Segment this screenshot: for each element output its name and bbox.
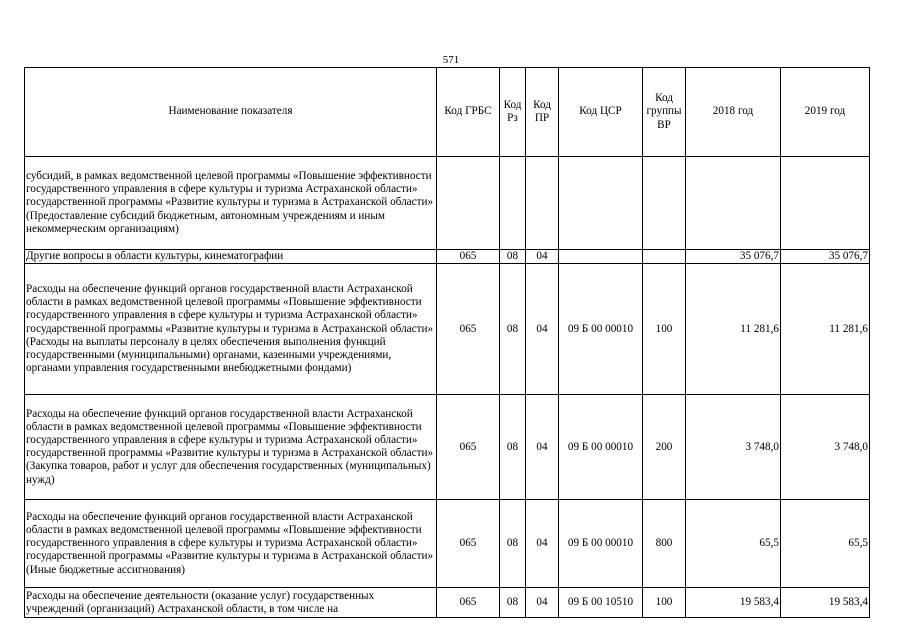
row-name: Другие вопросы в области культуры, кинематографии — [25, 250, 437, 264]
row-2018: 11 281,6 — [686, 264, 781, 395]
row-grbs: 065 — [437, 250, 500, 264]
row-rz: 08 — [500, 500, 526, 588]
row-csr — [559, 250, 643, 264]
row-grbs — [437, 157, 500, 250]
row-2019: 11 281,6 — [781, 264, 870, 395]
row-grbs: 065 — [437, 500, 500, 588]
row-name: субсидий, в рамках ведомственной целевой программы «Повышение эффективности государственного управления в сфере культуры и туризма Астраханской области» государственной программы «Развитие культуры и туризма в Астраханской области» (Предоставление субсидий бюджетным, автономным учреждениям и иным некоммерческим организациям) — [25, 157, 437, 250]
row-csr: 09 Б 00 10510 — [559, 588, 643, 618]
header-rz: Код Рз — [500, 68, 526, 157]
row-pr: 04 — [526, 264, 559, 395]
row-name: Расходы на обеспечение функций органов государственной власти Астраханской области в рамках ведомственной целевой программы «Повышение эффективности государственного управления в сфере культуры и туризма Астраханской области» государственной программы «Развитие культуры и туризма в Астраханской области» (Иные бюджетные ассигнования) — [25, 500, 437, 588]
row-2019: 3 748,0 — [781, 395, 870, 500]
header-csr: Код ЦСР — [559, 68, 643, 157]
table-row — [25, 264, 870, 395]
row-2018: 35 076,7 — [686, 250, 781, 264]
row-2019: 65,5 — [781, 500, 870, 588]
row-pr: 04 — [526, 500, 559, 588]
table-row — [25, 395, 870, 500]
row-2019 — [781, 157, 870, 250]
row-2018: 3 748,0 — [686, 395, 781, 500]
row-grbs: 065 — [437, 264, 500, 395]
header-vr: Код группы ВР — [643, 68, 686, 157]
header-name: Наименование показателя — [25, 68, 437, 157]
header-pr: Код ПР — [526, 68, 559, 157]
row-2018 — [686, 157, 781, 250]
row-csr: 09 Б 00 00010 — [559, 264, 643, 395]
table-row — [25, 500, 870, 588]
table-row — [25, 250, 870, 264]
row-csr — [559, 157, 643, 250]
row-pr — [526, 157, 559, 250]
row-pr: 04 — [526, 588, 559, 618]
row-name: Расходы на обеспечение функций органов государственной власти Астраханской области в рамках ведомственной целевой программы «Повышение эффективности государственного управления в сфере культуры и туризма Астраханской области» государственной программы «Развитие культуры и туризма в Астраханской области» (Расходы на выплаты персоналу в целях обеспечения выполнения функций государственными (муниципальными) органами, казенными учреждениями, органами управления государственными внебюджетными фондами) — [25, 264, 437, 395]
row-csr: 09 Б 00 00010 — [559, 500, 643, 588]
header-grbs: Код ГРБС — [437, 68, 500, 157]
row-vr: 800 — [643, 500, 686, 588]
row-name: Расходы на обеспечение деятельности (оказание услуг) государственных учреждений (организаций) Астраханской области, в том числе на — [25, 588, 437, 618]
row-csr: 09 Б 00 00010 — [559, 395, 643, 500]
row-pr: 04 — [526, 395, 559, 500]
row-name: Расходы на обеспечение функций органов государственной власти Астраханской области в рамках ведомственной целевой программы «Повышение эффективности государственного управления в сфере культуры и туризма Астраханской области» государственной программы «Развитие культуры и туризма в Астраханской области» (Закупка товаров, работ и услуг для обеспечения государственных (муниципальных) нужд) — [25, 395, 437, 500]
row-grbs: 065 — [437, 395, 500, 500]
row-rz — [500, 157, 526, 250]
row-rz: 08 — [500, 395, 526, 500]
table-row — [25, 157, 870, 250]
header-2019: 2019 год — [781, 68, 870, 157]
row-grbs: 065 — [437, 588, 500, 618]
table-row — [25, 588, 870, 618]
header-row — [25, 68, 870, 157]
header-2018: 2018 год — [686, 68, 781, 157]
row-pr: 04 — [526, 250, 559, 264]
budget-table — [24, 67, 870, 618]
row-vr: 200 — [643, 395, 686, 500]
row-vr — [643, 250, 686, 264]
row-rz: 08 — [500, 588, 526, 618]
row-vr — [643, 157, 686, 250]
row-2018: 19 583,4 — [686, 588, 781, 618]
row-vr: 100 — [643, 264, 686, 395]
row-2019: 19 583,4 — [781, 588, 870, 618]
row-2019: 35 076,7 — [781, 250, 870, 264]
row-rz: 08 — [500, 264, 526, 395]
row-vr: 100 — [643, 588, 686, 618]
row-rz: 08 — [500, 250, 526, 264]
row-2018: 65,5 — [686, 500, 781, 588]
page-number: 571 — [442, 54, 460, 66]
